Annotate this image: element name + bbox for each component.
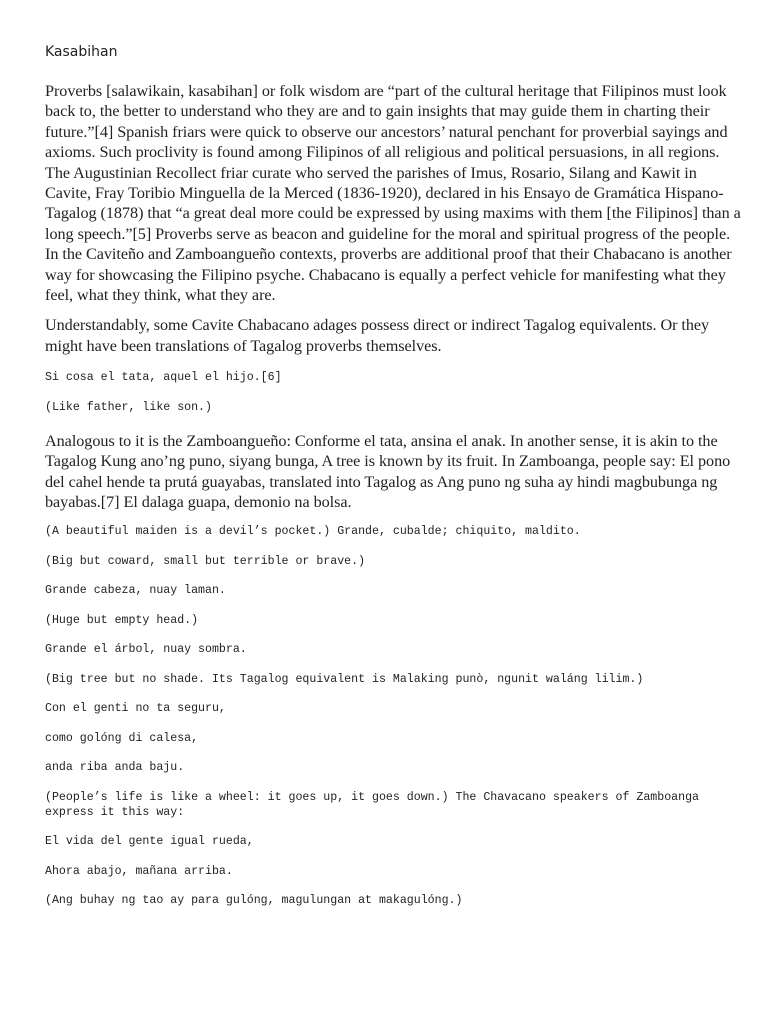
saying-si-cosa: Si cosa el tata, aquel el hijo.[6] — [45, 371, 282, 385]
verse-line: Con el genti no ta seguru, — [45, 702, 226, 716]
paragraph-tagalog-equivalents: Understandably, some Cavite Chabacano adages possess direct or indirect Tagalog equivalents. Or they might have been translations of Tagalog proverbs themselves. — [45, 316, 710, 355]
zamboanga-line: El vida del gente igual rueda, — [45, 835, 254, 849]
paragraph-proverbs-intro: Proverbs [salawikain, kasabihan] or folk wisdom are “part of the cultural heritage that Filipinos must look back to, the better to understand who they are and to gain insights that may guide them in charting their future.”[4] Spanish friars were quick to observe our ancestors’ natural penchant for proverbial sayings and axioms. Such proclivity is found among Filipinos of all religious and political persuasions, in all regions. The Augustinian Recollect friar curate who served the parishes of Imus, Rosario, Silang and Kawit in Cavite, Fray Toribio Minguella de la Merced (1836-1920), declared in his Ensayo de Gramática Hispano-Tagalog (1878) that “a great deal more could be expressed by using maxims with them [the Filipinos] than a long speech.”[5] Proverbs serve as beacon and guideline for the moral and spiritual progress of the people. In the Caviteño and Zamboangueño contexts, proverbs are additional proof that their Chabacano is another way for showcasing the Filipino psyche. Chabacano is equally a perfect vehicle for manifesting what they feel, what they think, what they are. — [45, 82, 741, 305]
zamboanga-translation: (Ang buhay ng tao ay para gulóng, magulungan at makagulóng.) — [45, 894, 463, 908]
document-title: Kasabihan — [45, 44, 118, 60]
verse-line: anda riba anda baju. — [45, 761, 185, 775]
paragraph-zamboangueno-analogue: Analogous to it is the Zamboangueño: Conforme el tata, ansina el anak. In another sense, it is akin to the Tagalog Kung ano’ng puno, siyang bunga, A tree is known by its fruit. In Zamboanga, people say: El pono del cahel hende ta prutá guayabas, translated into Tagalog as Ang puno ng suha ay hindi magbubunga ng bayabas.[7] El dalaga guapa, demonio na bolsa. — [45, 431, 731, 511]
saying-si-cosa-translation: (Like father, like son.) — [45, 400, 212, 414]
verse-translation: (People’s life is like a wheel: it goes up, it goes down.) The Chavacano speakers of Zamboanga express it this way: — [45, 790, 706, 819]
saying-grande-cubalde-translation: (Big but coward, small but terrible or brave.) — [45, 554, 366, 568]
saying-grande-arbol: Grande el árbol, nuay sombra. — [45, 643, 247, 657]
saying-grande-cabeza: Grande cabeza, nuay laman. — [45, 584, 226, 598]
verse-line: como golóng di calesa, — [45, 731, 199, 745]
zamboanga-line: Ahora abajo, mañana arriba. — [45, 864, 233, 878]
saying-grande-arbol-translation: (Big tree but no shade. Its Tagalog equivalent is Malaking punò, ngunit waláng lilim.) — [45, 672, 644, 686]
saying-grande-cabeza-translation: (Huge but empty head.) — [45, 613, 199, 627]
saying-dalaga-guapa: (A beautiful maiden is a devil’s pocket.) Grande, cubalde; chiquito, maldito. — [45, 525, 581, 539]
